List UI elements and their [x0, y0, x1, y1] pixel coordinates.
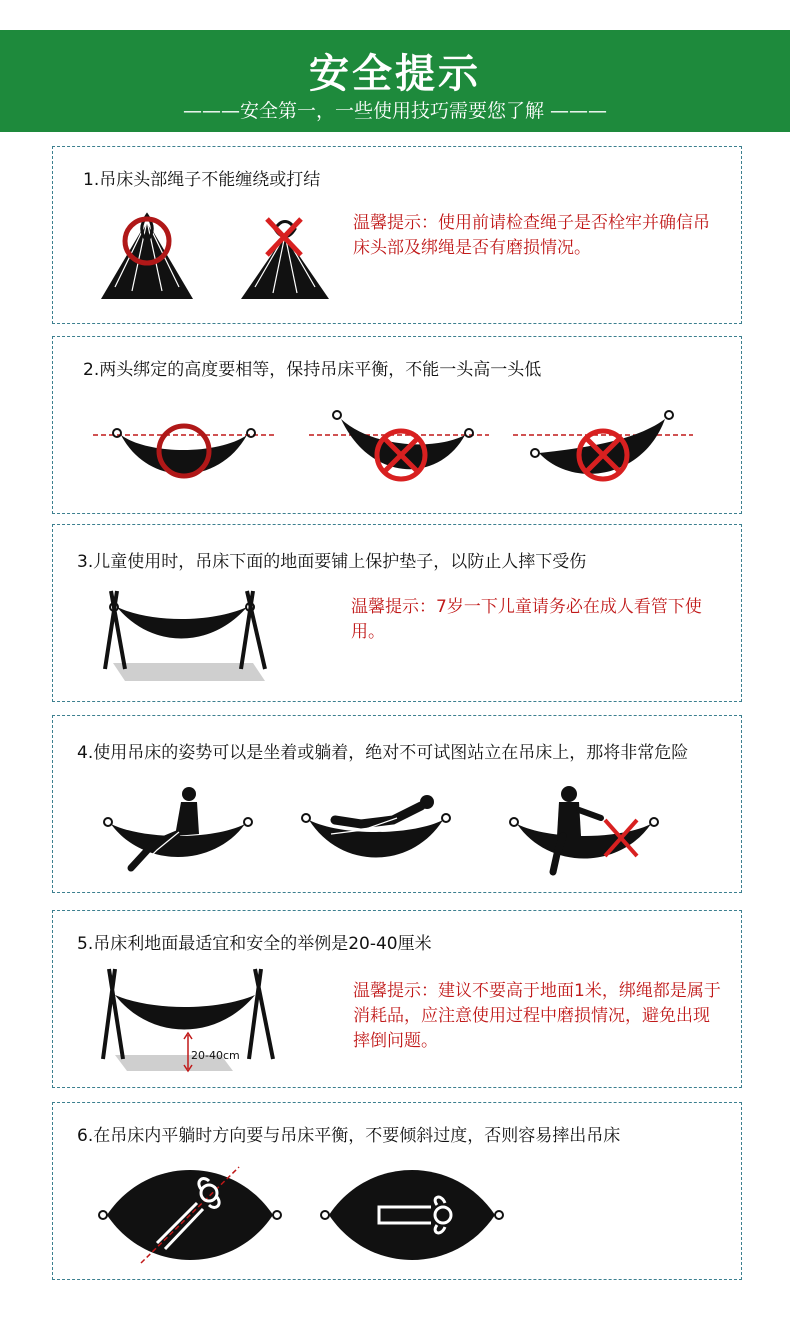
step-text-3: 3.儿童使用时，吊床下面的地面要铺上保护垫子，以防止人摔下受伤 [77, 552, 587, 572]
warm-tip-5: 温馨提示：建议不要高于地面1米，绑绳都是属于消耗品，应注意使用过程中磨损情况，避免出现摔倒问题。 [353, 981, 721, 1051]
header-title: 安全提示 [309, 51, 481, 97]
header-subtitle: ———安全第一，一些使用技巧需要您了解 ——— [182, 100, 608, 122]
tilted-left-hammock-figure [513, 405, 693, 489]
tip-card-6 [52, 1102, 742, 1280]
step-text-5: 5.吊床利地面最适宜和安全的举例是20-40厘米 [77, 934, 432, 954]
tilted-right-hammock-figure [309, 401, 489, 485]
sitting-on-hammock-figure [103, 788, 253, 878]
hammock-stand-with-mat-figure [103, 587, 273, 687]
step-text-4: 4.使用吊床的姿势可以是坐着或躺着，绝对不可试图站立在吊床上，那将非常危险 [77, 743, 689, 763]
hammock-head-knotted-figure [237, 215, 333, 303]
step-text-2: 2.两头绑定的高度要相等，保持吊床平衡，不能一头高一头低 [83, 360, 542, 380]
step-text-6: 6.在吊床内平躺时方向要与吊床平衡，不要倾斜过度，否则容易摔出吊床 [77, 1126, 621, 1146]
level-hammock-figure [93, 415, 275, 485]
tip-card-2 [52, 336, 742, 514]
straight-lying-top-view-figure [319, 1159, 505, 1269]
tip-card-4 [52, 715, 742, 893]
warm-tip-1: 温馨提示：使用前请检查绳子是否栓牢并确信吊床头部及绑绳是否有磨损情况。 [353, 213, 710, 258]
tip-card-3 [52, 524, 742, 702]
height-measure-label: 20-40cm [191, 1049, 240, 1062]
tip-card-5 [52, 910, 742, 1088]
hammock-head-correct-figure [97, 211, 197, 303]
diagonal-lying-top-view-figure [97, 1159, 283, 1269]
standing-on-hammock-figure [509, 788, 659, 880]
safety-header [0, 30, 790, 132]
hammock-height-figure [101, 967, 291, 1077]
lying-on-hammock-figure [301, 794, 451, 878]
tip-card-1 [52, 146, 742, 324]
warm-tip-3: 温馨提示：7岁一下儿童请务必在成人看管下使用。 [351, 597, 702, 642]
step-text-1: 1.吊床头部绳子不能缠绕或打结 [83, 170, 321, 190]
